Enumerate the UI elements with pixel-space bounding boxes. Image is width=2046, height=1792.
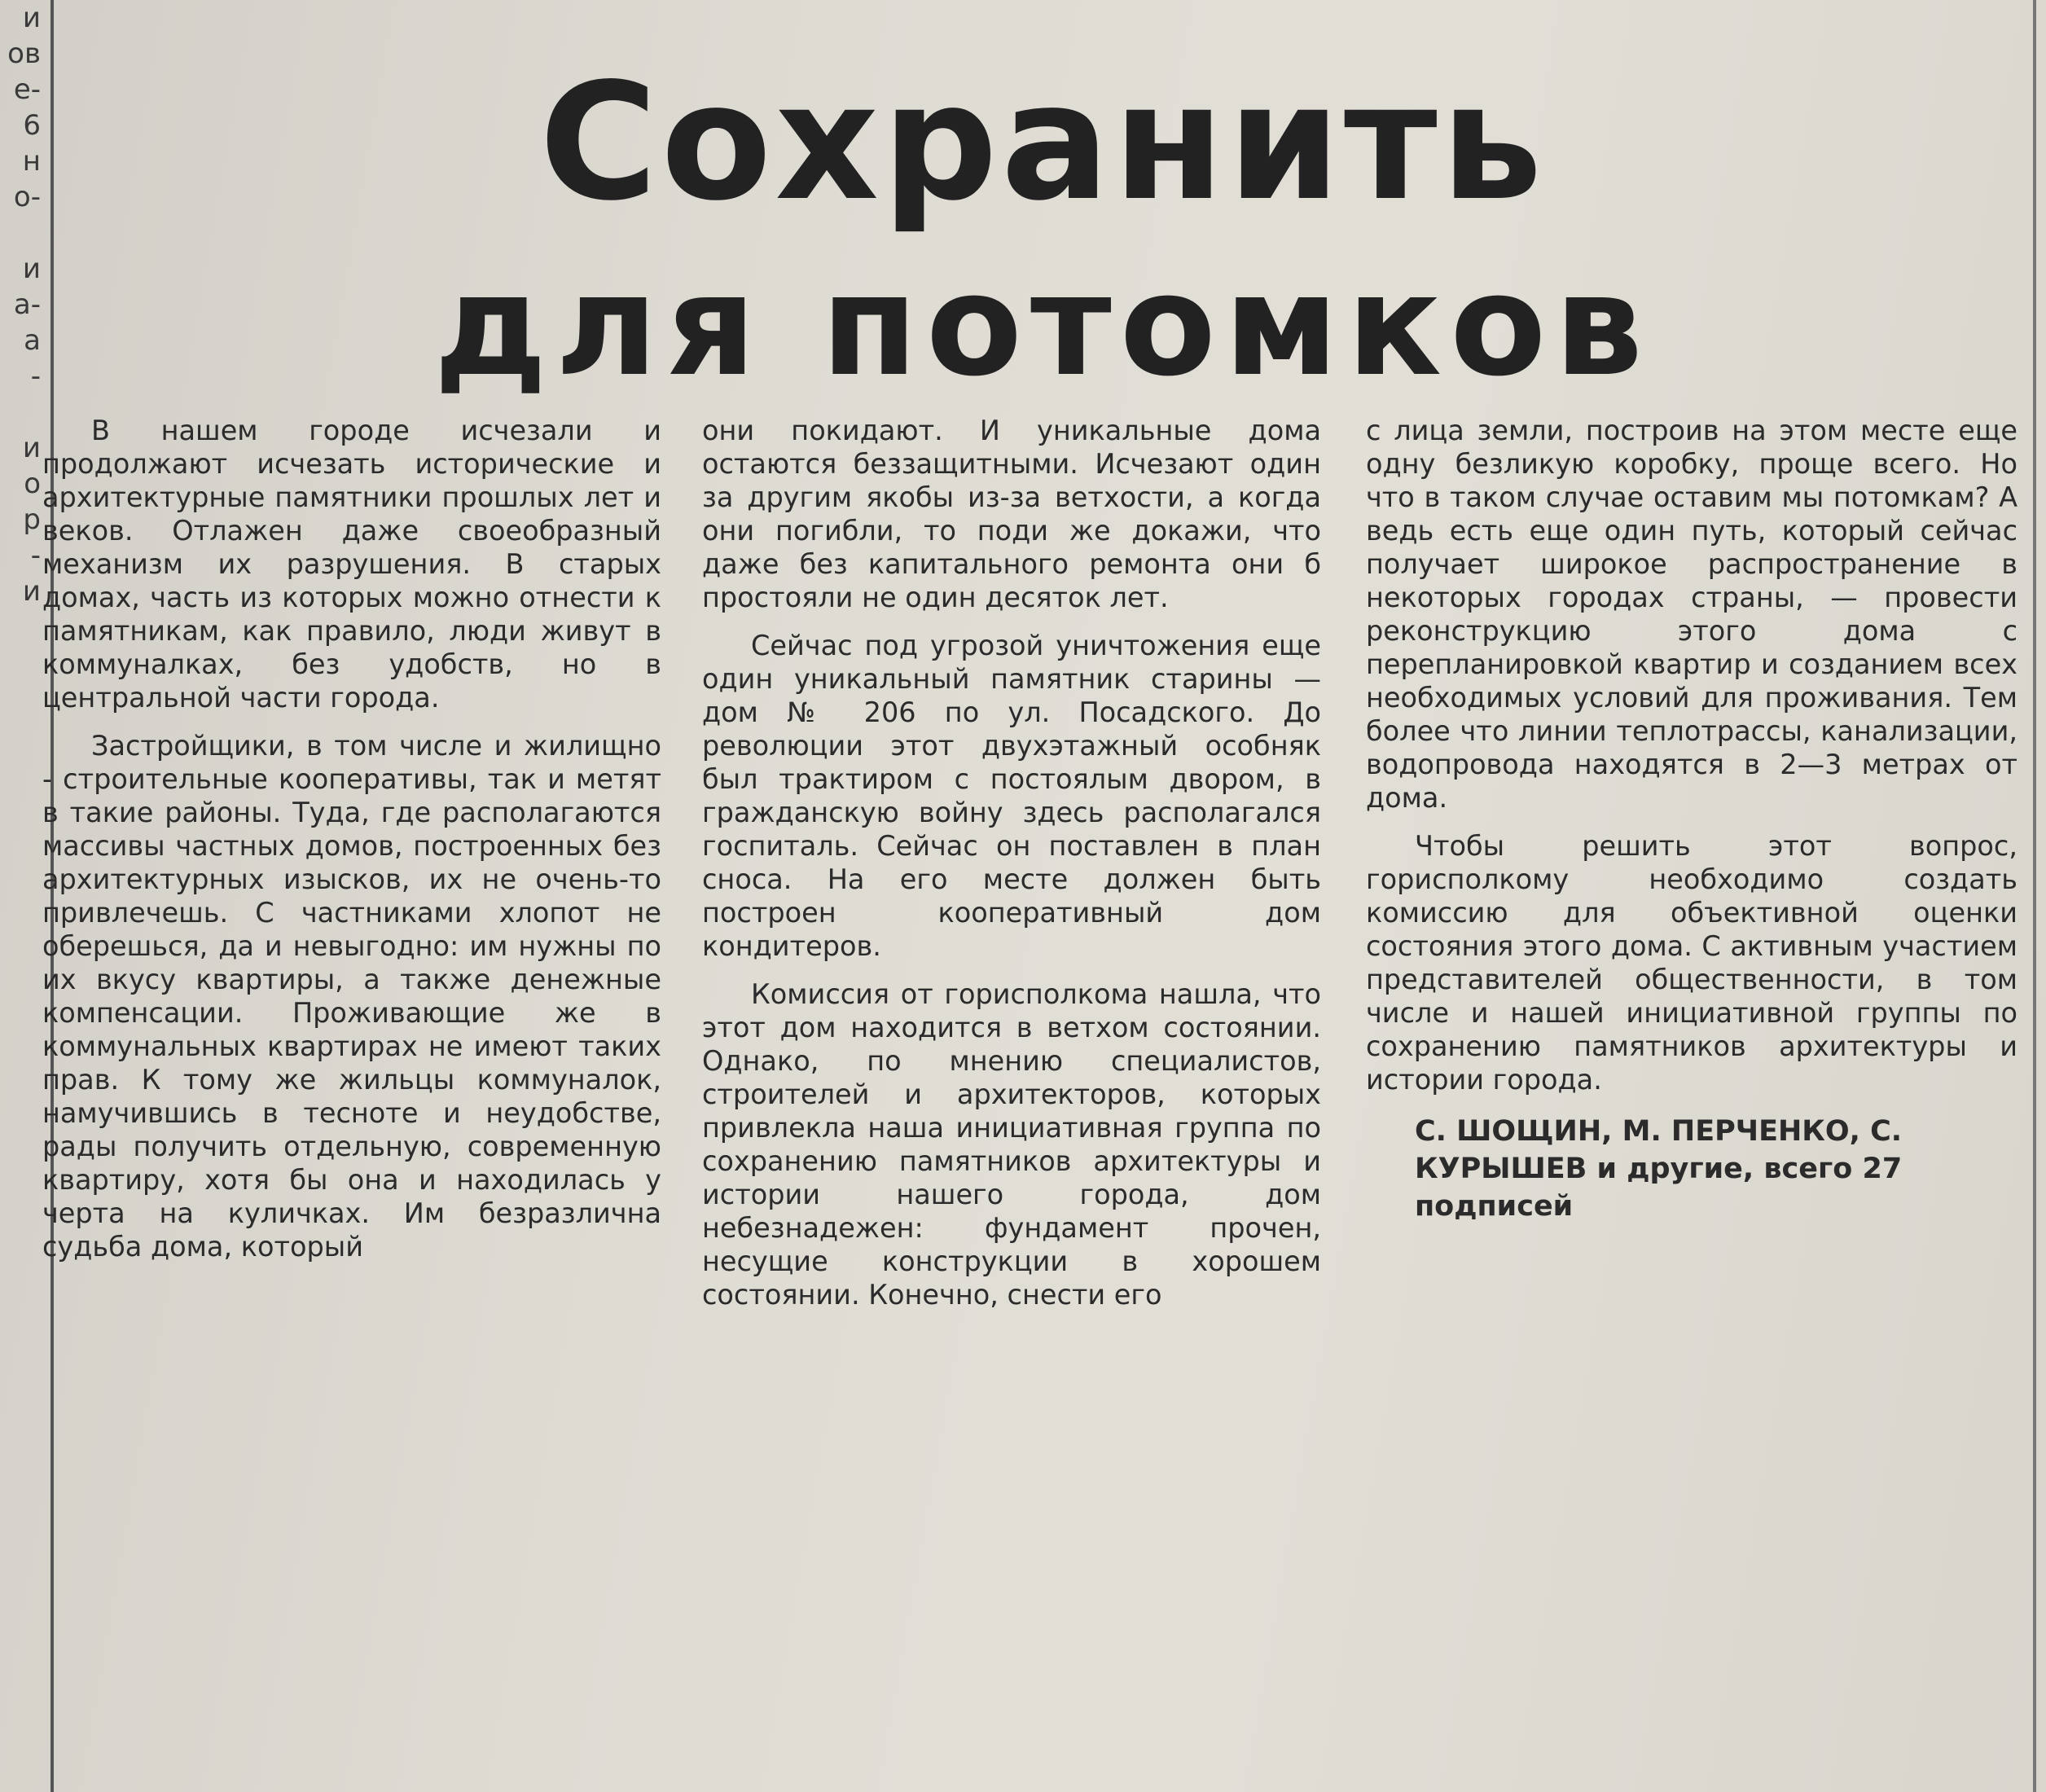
paragraph: Сейчас под угрозой уничтожения еще один уникальный памятник старины — дом № 206 по ул. Посадского. До революции этот двухэтажный особняк был трактиром с постоялым двором, в гражданскую войну здесь располагался госпиталь. Сейчас он поставлен в план сноса. На его месте должен быть построен кооперативный дом кондитеров. (702, 630, 1321, 962)
fragment-line: о (24, 468, 41, 500)
paragraph: В нашем городе исчезали и продолжают исчезать исторические и архитектурные памятники прошлых лет и веков. Отлажен даже своеобразный механизм их разрушения. В старых домах, часть из которых можно отнести к памятникам, как правило, люди живут в коммуналках, без удобств, но в центральной части города. (42, 415, 661, 714)
fragment-line: и (22, 253, 41, 285)
fragment-line: 6 (23, 109, 41, 142)
column-rule-right (2033, 0, 2036, 1792)
headline-line-1: Сохранить (539, 48, 1546, 236)
fragment-line: ов (7, 37, 41, 70)
fragment-line: о- (13, 181, 41, 213)
fragment-line (0, 215, 46, 251)
paragraph: они покидают. И уникальные дома остаются беззащитными. Исчезают один за другим якобы из-за ветхости, а когда они погибли, то поди же докажи, что даже без капитального ремонта они б простояли не один десяток лет. (702, 415, 1321, 613)
adjacent-column-fragment (0, 0, 46, 749)
fragment-line: н (22, 145, 41, 178)
fragment-line (0, 394, 46, 430)
headline-line-2: для потомков (433, 244, 1652, 407)
fragment-line: и (22, 575, 41, 608)
article-body (42, 414, 2030, 1766)
fragment-line: е- (13, 73, 41, 106)
paragraph: Комиссия от горисполкома нашла, что этот дом находится в ветхом состоянии. Однако, по мнению специалистов, строителей и архитекторов, которых привлекла наша инициативная группа по сохранению памятников архитектуры и истории нашего города, дом небезнадежен: фундамент прочен, несущие конструкции в хорошем состоянии. Конечно, снести его (702, 978, 1321, 1311)
signature: С. ШОЩИН, М. ПЕРЧЕНКО, С. КУРЫШЕВ и другие, всего 27 подписей (1415, 1115, 1903, 1223)
fragment-line: и (22, 432, 41, 464)
paragraph: Чтобы решить этот вопрос, горисполкому необходимо создать комиссию для объективной оценки состояния этого дома. С активным участием представителей общественности, в том числе и нашей инициативной группы по сохранению памятников архитектуры и истории города. (1366, 830, 2017, 1096)
paragraph: Застройщики, в том числе и жилищно - строительные кооперативы, так и метят в такие районы. Туда, где располагаются массивы частных домов, построенных без архитектурных изысков, их не очень-то привлечешь. С частниками хлопот не оберешься, да и невыгодно: им нужны по их вкусу квартиры, а также денежные компенсации. Проживающие же в коммунальных квартирах не имеют таких прав. К тому же жильцы коммуналок, намучившись в тесноте и неудобстве, рады получить отдельную, современную квартиру, хотя бы она и находилась у черта на куличках. Им безразлична судьба дома, который (42, 730, 661, 1263)
fragment-line: а- (13, 288, 41, 321)
fragment-line: - (30, 539, 41, 572)
fragment-line: - (30, 360, 41, 393)
fragment-line: и (22, 2, 41, 34)
article-column-3 (1366, 414, 2017, 1766)
fragment-line: р (23, 503, 41, 536)
article-column-2 (702, 414, 1321, 1766)
fragment-line: а (24, 324, 41, 357)
article-column-1 (42, 414, 661, 1766)
paragraph: с лица земли, построив на этом месте еще одну безликую коробку, проще всего. Но что в таком случае оставим мы потомкам? А ведь есть еще один путь, который сейчас получает широкое распространение в некоторых городах страны, — провести реконструкцию этого дома с перепланировкой квартир и созданием всех необходимых условий для проживания. Тем более что линии теплотрассы, канализации, водопровода находятся в 2—3 метрах от дома. (1366, 415, 2017, 814)
